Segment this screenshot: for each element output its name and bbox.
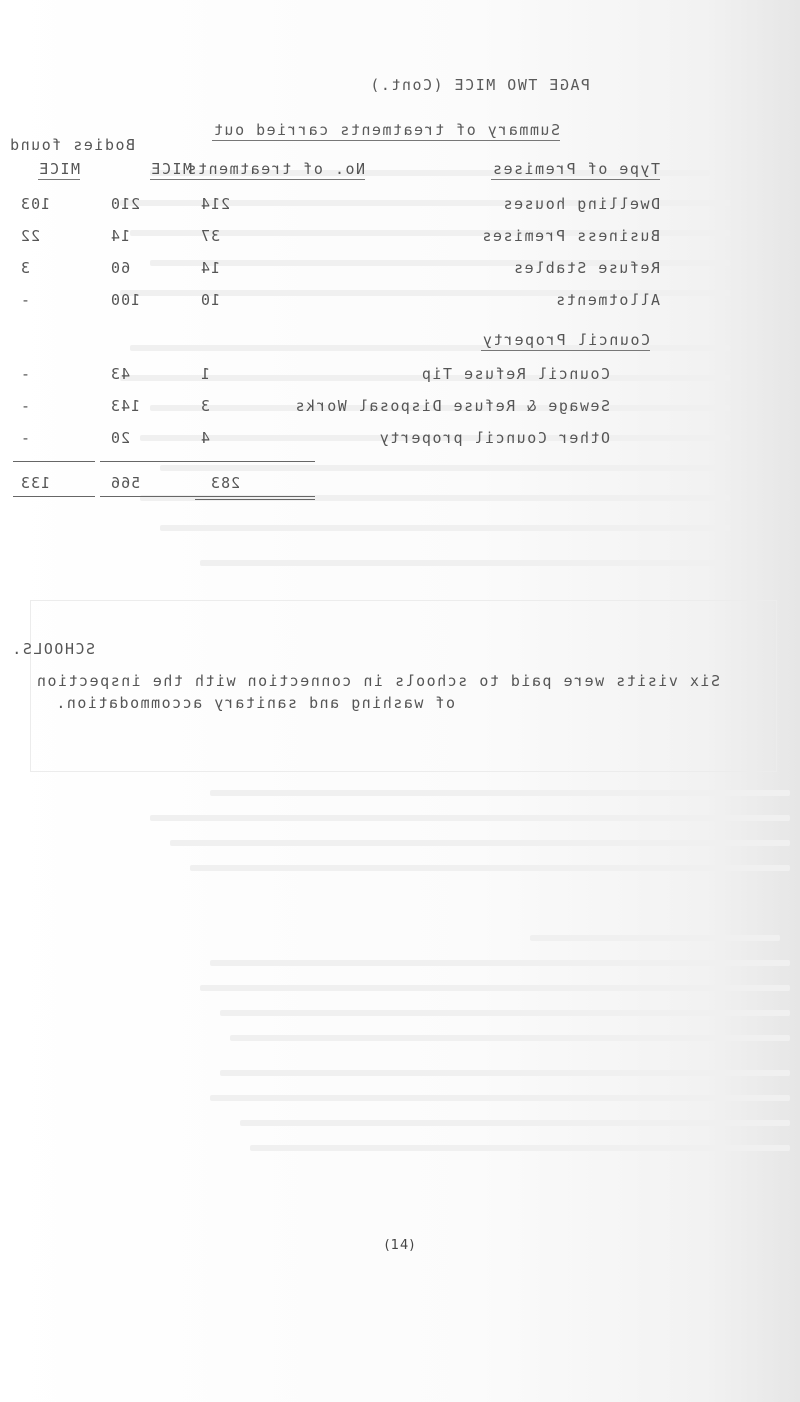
- schools-text-line-1: Six visits were paid to schools in connection with the inspection: [35, 672, 720, 690]
- page-folio: (14): [384, 1238, 416, 1253]
- row-treatments: 10: [200, 291, 221, 309]
- council-property-heading: Council Property: [481, 331, 650, 349]
- row-treatments: 3: [200, 397, 211, 415]
- total-bodies: 133: [20, 474, 51, 492]
- row-treatments: 37: [200, 227, 221, 245]
- total-rule-mice-bottom: [100, 496, 195, 497]
- total-treatments: 283: [210, 474, 241, 492]
- bodies-found-label: Bodies found: [8, 136, 135, 154]
- total-rule-treatments: [195, 461, 315, 462]
- row-bodies: 22: [20, 227, 41, 245]
- col-mice-header-2: MICE: [37, 160, 80, 178]
- row-treatments: 214: [200, 195, 231, 213]
- row-bodies: 3: [20, 259, 31, 277]
- row-mice: 210: [110, 195, 141, 213]
- row-type: Council Refuse Tip: [420, 365, 610, 383]
- total-mice: 566: [110, 474, 141, 492]
- row-bodies: -: [20, 429, 31, 447]
- row-mice: 43: [110, 365, 131, 383]
- total-rule-bodies: [13, 461, 95, 462]
- row-treatments: 4: [200, 429, 211, 447]
- row-bodies: -: [20, 397, 31, 415]
- total-rule-bodies-bottom: [13, 496, 95, 497]
- row-mice: 60: [110, 259, 131, 277]
- row-type: Other Council property: [378, 429, 610, 447]
- row-type: Allotments: [554, 291, 660, 309]
- row-type: Business Premises: [480, 227, 660, 245]
- col-mice-header: MICE: [149, 160, 192, 178]
- row-mice: 100: [110, 291, 141, 309]
- row-bodies: -: [20, 365, 31, 383]
- row-mice: 20: [110, 429, 131, 447]
- row-type: Sewage & Refuse Disposal Works: [294, 397, 610, 415]
- page-heading: PAGE TWO MICE (Cont.): [368, 76, 590, 94]
- total-rule-treatments-bottom: [195, 496, 315, 497]
- row-bodies: 103: [20, 195, 51, 213]
- row-treatments: 14: [200, 259, 221, 277]
- total-rule-treatments-double: [195, 499, 315, 500]
- schools-text-line-2: of washing and sanitary accommodation.: [54, 694, 455, 712]
- row-mice: 143: [110, 397, 141, 415]
- col-type-header: Type of Premises: [491, 160, 660, 178]
- row-treatments: 1: [200, 365, 211, 383]
- schools-label: SCHOOLS.: [10, 640, 95, 658]
- row-bodies: -: [20, 291, 31, 309]
- table-title: Summary of treatments carried out: [212, 121, 560, 139]
- row-type: Dwelling houses: [502, 195, 660, 213]
- row-type: Refuse Stables: [512, 259, 660, 277]
- col-treatments-header: No. of treatments: [185, 160, 365, 178]
- total-rule-mice: [100, 461, 195, 462]
- row-mice: 14: [110, 227, 131, 245]
